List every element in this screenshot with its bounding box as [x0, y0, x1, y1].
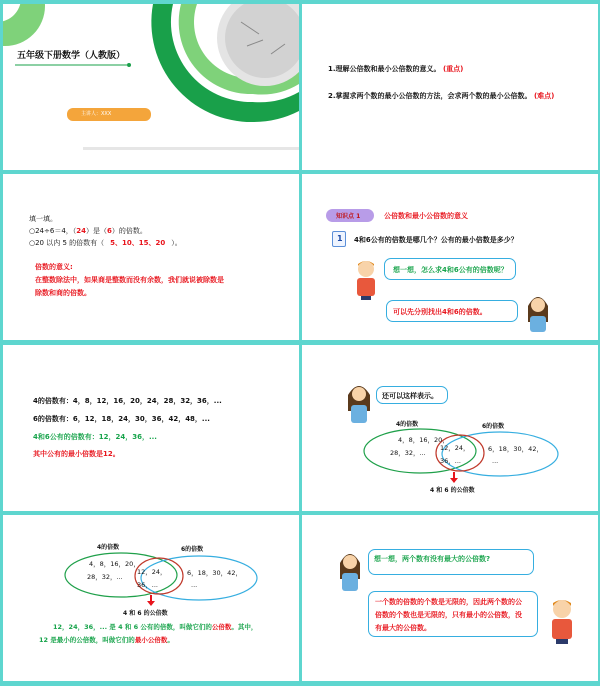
definition-title: 倍数的意义: [35, 263, 73, 271]
question-bubble [368, 549, 534, 575]
venn-right-line-1: 6，18，30，42， [187, 569, 242, 577]
venn-mid-line-2: 36，... [440, 457, 461, 465]
question-number-text: 1 [337, 234, 343, 243]
objective-2 [328, 91, 554, 101]
venn-label-4: 4的倍数 [97, 544, 120, 551]
venn-left-line-2: 28，32，... [390, 449, 426, 457]
review-line-1 [29, 226, 147, 236]
review-answer-1: 24 [76, 227, 87, 235]
explanation-line-2: 倍数的个数也是无限的，只有最小的公倍数，没 [375, 611, 522, 619]
question-bubble-text: 想一想，两个数有没有最大的公倍数? [374, 555, 491, 563]
definition-line-1-b: 。其中， [231, 623, 258, 631]
venn-mid-line-2: 36，... [137, 581, 158, 589]
venn-mid-line-1: 12，24， [440, 444, 470, 452]
review-line-2 [29, 238, 182, 248]
multiples-of-6: 6的倍数有：6，12，18，24，30，36，42，48，... [33, 415, 210, 423]
venn-caption: 4 和 6 的公倍数 [430, 487, 475, 494]
objective-1-tag: (重点) [442, 65, 464, 73]
boy-avatar-icon [546, 597, 578, 645]
slide-definition[interactable] [3, 515, 299, 681]
multiples-of-4: 4的倍数有：4，8，12，16，20，24，28，32，36，... [33, 397, 222, 405]
review-line-2-a: ○20 以内 5 的倍数有（ [29, 239, 105, 247]
objective-2-tag: (难点) [533, 92, 555, 100]
venn-left-line-1: 4，8，16，20， [89, 560, 140, 568]
lecturer-label: 主讲人：XXX [81, 111, 112, 117]
slide-greatest-question[interactable] [302, 515, 598, 681]
girl-avatar-icon [336, 549, 364, 593]
question-number [332, 231, 346, 247]
review-line-1-a: ○24÷6＝4，（ [29, 227, 77, 235]
think-bubble [384, 258, 516, 280]
slide-knowledge-point[interactable] [302, 174, 598, 340]
slide-venn[interactable] [302, 345, 598, 511]
venn-left-line-2: 28，32，... [87, 573, 123, 581]
term-least-common-multiple: 最小公倍数 [134, 636, 168, 644]
slide-title[interactable] [3, 4, 299, 170]
venn-right-line-1: 6，18，30，42， [488, 445, 543, 453]
title-decoration [3, 4, 299, 170]
review-heading: 填一填。 [29, 215, 57, 223]
review-answer-3: 5、10、15、20 [110, 239, 166, 247]
definition-line-2-b: 。 [167, 636, 174, 644]
section-title: 公倍数和最小公倍数的意义 [384, 212, 468, 220]
answer-bubble-text: 可以先分别找出4和6的倍数。 [393, 308, 487, 316]
venn-label-6: 6的倍数 [482, 423, 505, 430]
venn-diagram [3, 515, 299, 681]
term-common-multiple: 公倍数 [211, 623, 232, 631]
question-text: 4和6公有的倍数是哪几个？公有的最小倍数是多少？ [354, 236, 518, 244]
definition-line-2 [39, 635, 174, 644]
definition-line-2-a: 12 是最小的公倍数，叫做它们的 [39, 636, 135, 644]
review-line-1-b: ）是（ [86, 227, 108, 235]
definition-line-1-a: 12，24，36，... 是 4 和 6 公有的倍数，叫做它们的 [53, 623, 212, 631]
lecturer-badge [67, 108, 151, 121]
boy-avatar-icon [352, 258, 380, 300]
explanation-line-1: 一个数的倍数的个数是无限的，因此两个数的公 [375, 598, 522, 606]
answer-bubble [386, 300, 518, 322]
definition-line-1 [53, 622, 257, 631]
objective-2-text: 2.掌握求两个数的最小公倍数的方法，会求两个数的最小公倍数。 [328, 92, 532, 100]
explanation-bubble [368, 591, 538, 637]
venn-intro-text: 还可以这样表示。 [382, 392, 438, 400]
venn-mid-line-1: 12，24， [137, 568, 167, 576]
lesson-title: 五年级下册数学（人教版） [17, 51, 126, 61]
venn-circle-6 [442, 432, 558, 476]
objective-1-text: 1.理解公倍数和最小公倍数的意义。 [328, 65, 441, 73]
venn-right-line-2: ... [492, 457, 499, 465]
review-line-1-c: ）的倍数。 [111, 227, 147, 235]
slide-review[interactable] [3, 174, 299, 340]
title-underline [15, 62, 135, 68]
knowledge-badge [326, 209, 374, 222]
definition-line-1: 在整数除法中，如果商是整数而没有余数，我们就说被除数是 [35, 276, 224, 284]
review-line-2-b: ）。 [171, 239, 182, 247]
think-bubble-text: 想一想，怎么求4和6公有的倍数呢？ [393, 266, 508, 274]
objective-1 [328, 64, 463, 74]
knowledge-badge-label: 知识点 1 [336, 213, 361, 220]
definition-line-2: 除数和商的倍数。 [35, 289, 91, 297]
common-multiples: 4和6公有的倍数有：12，24，36，... [33, 433, 157, 441]
venn-label-6: 6的倍数 [181, 546, 204, 553]
venn-label-4: 4的倍数 [396, 421, 419, 428]
venn-caption: 4 和 6 的公倍数 [123, 610, 168, 617]
review-answer-2: 6 [107, 227, 112, 235]
venn-right-line-2: ... [191, 581, 198, 589]
slide-objectives[interactable] [302, 4, 598, 170]
slide-multiples-list[interactable] [3, 345, 299, 511]
venn-left-line-1: 4，8，16，20， [398, 436, 449, 444]
least-common-multiple: 其中公有的最小倍数是12。 [33, 450, 120, 458]
girl-avatar-icon [524, 292, 552, 336]
explanation-line-3: 有最大的公倍数。 [375, 624, 431, 632]
